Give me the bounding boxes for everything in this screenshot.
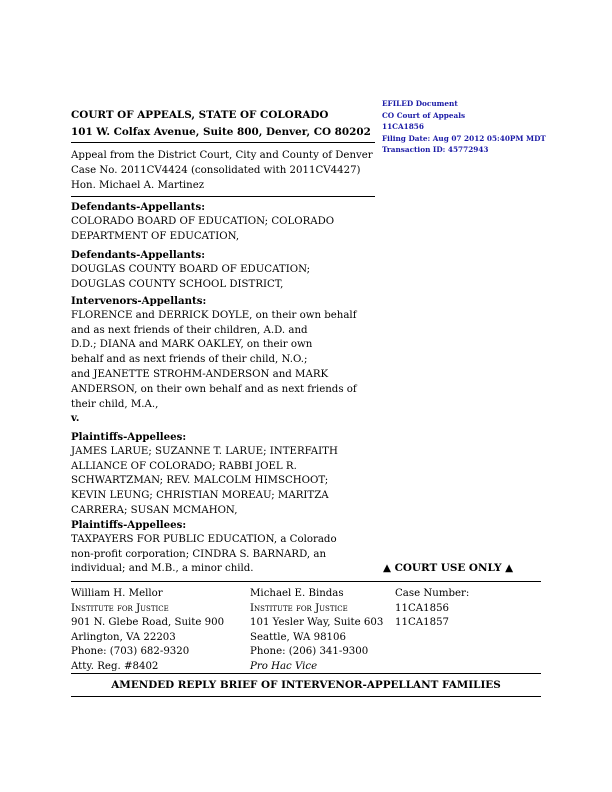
attorney-name: Michael E. Bindas bbox=[250, 588, 344, 599]
party-line: DOUGLAS COUNTY BOARD OF EDUCATION; bbox=[71, 263, 311, 275]
party-line: their child, M.A., bbox=[71, 398, 159, 410]
case-number-value: 11CA1857 bbox=[395, 617, 450, 629]
party-line: behalf and as next friends of their child, N.O.; bbox=[71, 354, 308, 366]
divider bbox=[71, 696, 541, 697]
party-line: and JEANETTE STROHM-ANDERSON and MARK bbox=[71, 368, 329, 380]
case-number-label: Case Number: bbox=[395, 588, 470, 599]
party-group-defendants-county bbox=[71, 248, 375, 292]
efiled-line: Filing Date: Aug 07 2012 05:40PM MDT bbox=[382, 133, 546, 143]
party-line: SCHWARTZMAN; REV. MALCOLM HIMSCHOOT; bbox=[71, 475, 329, 487]
efiled-line: CO Court of Appeals bbox=[382, 110, 466, 120]
party-heading: Plaintiffs-Appellees: bbox=[71, 431, 187, 443]
attorney-bindas bbox=[250, 587, 383, 675]
party-line: non-profit corporation; CINDRA S. BARNARD, an bbox=[71, 548, 327, 560]
attorney-reg: Atty. Reg. #8402 bbox=[71, 660, 159, 672]
divider bbox=[71, 196, 375, 197]
attorney-note: Pro Hac Vice bbox=[250, 660, 318, 672]
case-number bbox=[395, 587, 469, 631]
attorney-name: William H. Mellor bbox=[71, 588, 163, 599]
court-use-only: ▲ COURT USE ONLY ▲ bbox=[383, 562, 514, 574]
appeal-line: Hon. Michael A. Martinez bbox=[71, 179, 205, 191]
party-line: D.D.; DIANA and MARK OAKLEY, on their own bbox=[71, 339, 313, 351]
party-line: DEPARTMENT OF EDUCATION, bbox=[71, 230, 240, 242]
party-heading: Intervenors-Appellants: bbox=[71, 295, 207, 307]
divider bbox=[71, 673, 541, 674]
document-title: AMENDED REPLY BRIEF OF INTERVENOR-APPELLANT FAMILIES bbox=[111, 679, 501, 691]
attorney-city: Seattle, WA 98106 bbox=[250, 631, 346, 643]
party-line: ALLIANCE OF COLORADO; RABBI JOEL R. bbox=[71, 460, 297, 472]
court-name: COURT OF APPEALS, STATE OF COLORADO bbox=[71, 109, 329, 121]
party-group-taxpayers bbox=[71, 518, 375, 577]
attorney-phone: Phone: (206) 341-9300 bbox=[250, 646, 369, 658]
appeal-info bbox=[71, 149, 375, 193]
party-line: ANDERSON, on their own behalf and as next friends of bbox=[71, 383, 357, 395]
divider bbox=[71, 581, 541, 582]
party-line: KEVIN LEUNG; CHRISTIAN MOREAU; MARITZA bbox=[71, 490, 329, 502]
party-heading: Plaintiffs-Appellees: bbox=[71, 519, 187, 531]
party-line: FLORENCE and DERRICK DOYLE, on their own behalf bbox=[71, 309, 357, 321]
party-heading: Defendants-Appellants: bbox=[71, 201, 205, 213]
attorney-org: Institute for Justice bbox=[71, 602, 169, 614]
party-line: individual; and M.B., a minor child. bbox=[71, 563, 254, 575]
attorney-city: Arlington, VA 22203 bbox=[71, 631, 176, 643]
attorney-street: 901 N. Glebe Road, Suite 900 bbox=[71, 617, 225, 629]
versus-label: v. bbox=[71, 412, 80, 424]
efiled-line: Transaction ID: 45772943 bbox=[382, 145, 489, 154]
party-heading: Defendants-Appellants: bbox=[71, 249, 205, 261]
attorney-mellor bbox=[71, 587, 224, 675]
party-line: COLORADO BOARD OF EDUCATION; COLORADO bbox=[71, 215, 335, 227]
attorney-phone: Phone: (703) 682-9320 bbox=[71, 646, 190, 658]
case-number-value: 11CA1856 bbox=[395, 602, 450, 614]
efiled-line: 11CA1856 bbox=[382, 122, 424, 131]
efiled-stamp bbox=[382, 98, 592, 156]
versus bbox=[71, 411, 375, 426]
party-line: TAXPAYERS FOR PUBLIC EDUCATION, a Colorado bbox=[71, 533, 337, 545]
appeal-line: Appeal from the District Court, City and County of Denver bbox=[71, 150, 373, 161]
party-group-intervenors bbox=[71, 294, 375, 412]
attorney-street: 101 Yesler Way, Suite 603 bbox=[250, 617, 384, 629]
attorney-org: Institute for Justice bbox=[250, 602, 348, 614]
party-line: JAMES LARUE; SUZANNE T. LARUE; INTERFAITH bbox=[71, 445, 338, 457]
party-line: CARRERA; SUSAN MCMAHON, bbox=[71, 504, 238, 516]
divider bbox=[71, 142, 375, 143]
party-group-defendants-state bbox=[71, 200, 375, 244]
efiled-line: EFILED Document bbox=[382, 99, 458, 108]
party-line: DOUGLAS COUNTY SCHOOL DISTRICT, bbox=[71, 278, 284, 290]
court-address: 101 W. Colfax Avenue, Suite 800, Denver, CO 80202 bbox=[71, 126, 371, 138]
party-line: and as next friends of their children, A.D. and bbox=[71, 324, 308, 336]
appeal-line: Case No. 2011CV4424 (consolidated with 2011CV4427) bbox=[71, 164, 361, 176]
court-header bbox=[71, 107, 371, 141]
party-group-plaintiffs bbox=[71, 430, 375, 519]
